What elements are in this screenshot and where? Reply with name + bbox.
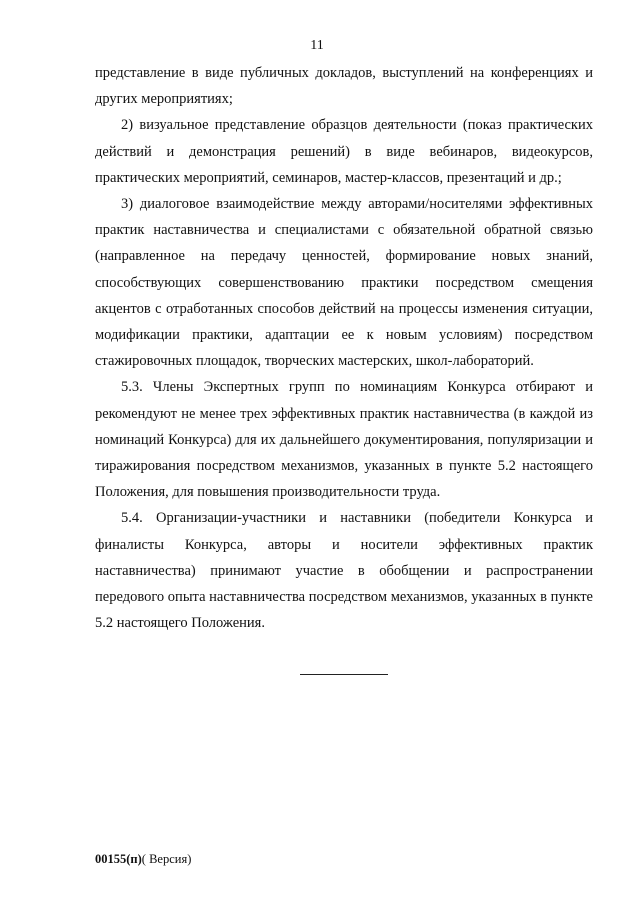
paragraph-5-4: 5.4. Организации-участники и наставники (победители Конкурса и финалисты Конкурса, авторы и носители эффективных практик наставничества) принимают участие в обобщении и распространении передового опыта наставничества посредством механизмов, указанных в пункте 5.2 настоящего Положения.: [95, 510, 593, 632]
document-version: ( Версия): [141, 852, 192, 866]
paragraph-5-3: 5.3. Члены Экспертных групп по номинациям Конкурса отбирают и рекомендуют не менее трех эффективных практик наставничества (в каждой из номинаций Конкурса) для их дальнейшего документирования, популяризации и тиражирования посредством механизмов, указанных в пункте 5.2 настоящего Положения, для повышения производительности труда.: [95, 379, 593, 501]
paragraph-item-2: 2) визуальное представление образцов деятельности (показ практических действий и демонстрация решений) в виде вебинаров, видеокурсов, практических мероприятий, семинаров, мастер-классов, презентаций и др.;: [95, 117, 593, 186]
paragraph-continuation: представление в виде публичных докладов, выступлений на конференциях и других мероприятиях;: [95, 65, 593, 108]
paragraph-item-3: 3) диалоговое взаимодействие между авторами/носителями эффективных практик наставничества и специалистами с обязательной обратной связью (направленное на передачу ценностей, формирование новых знаний, способствующих совершенствованию практики посредством смещения акцентов с отработанных способов действий на процессы изменения ситуации, модификации практики, адаптации ее к новым условиям) посредством стажировочных площадок, творческих мастерских, школ-лабораторий.: [95, 196, 593, 370]
document-body: [95, 60, 593, 636]
document-code: 00155(п): [95, 852, 142, 866]
page-number: 11: [310, 38, 324, 53]
footer: [95, 850, 191, 868]
separator-line: [300, 674, 388, 675]
